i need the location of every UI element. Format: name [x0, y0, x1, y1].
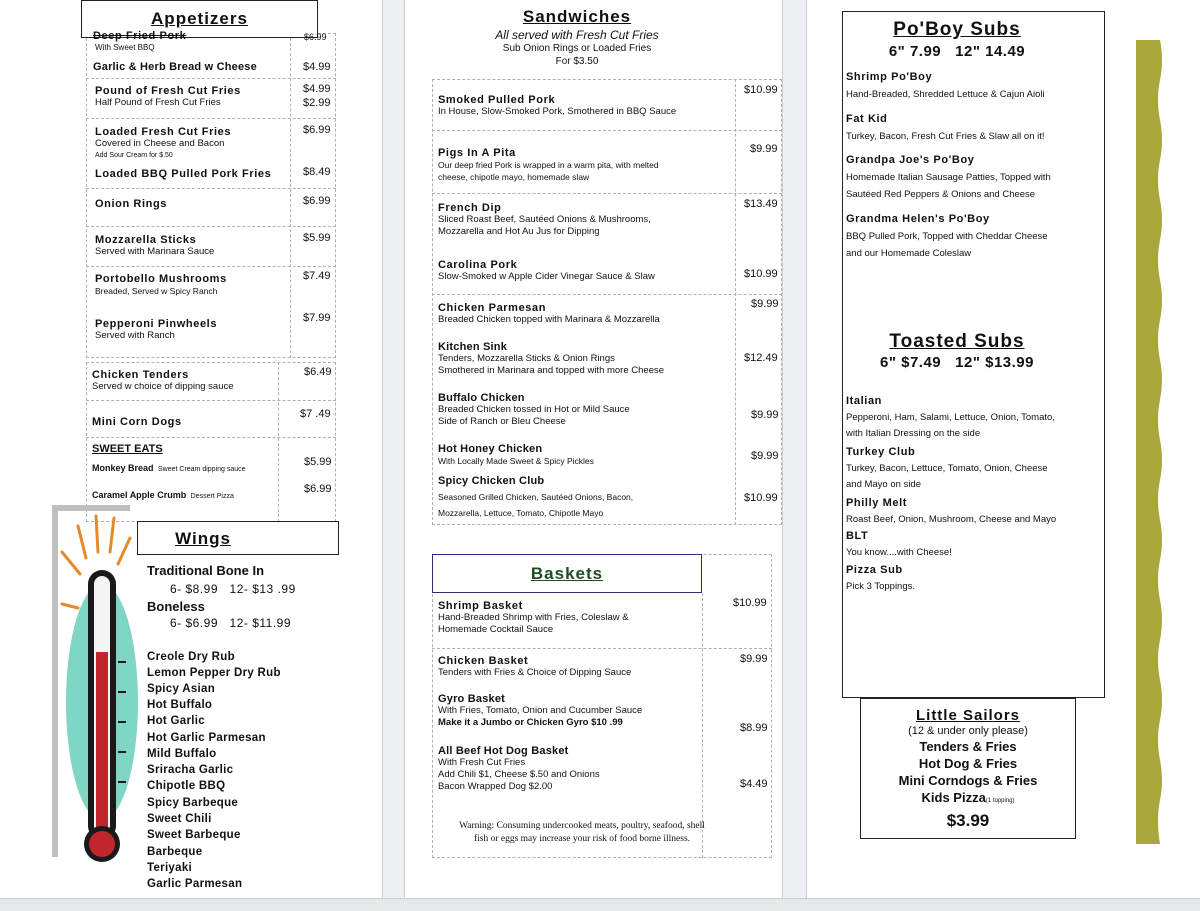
item-name: Loaded BBQ Pulled Pork Fries — [95, 168, 272, 180]
appetizers-grid — [86, 33, 336, 358]
menu-item — [438, 259, 655, 283]
item-desc: You know....with Cheese! — [846, 547, 952, 558]
item-desc: Homemade Cocktail Sauce — [438, 624, 554, 635]
item-name: Shrimp Basket — [438, 600, 523, 612]
item-desc: With Sweet BBQ — [95, 43, 155, 52]
item-price: $6.99 — [304, 32, 327, 42]
menu-item — [95, 85, 241, 109]
column-divider — [382, 0, 383, 898]
item-price: $7 .49 — [300, 408, 331, 420]
item-price: $10.99 — [733, 597, 767, 609]
item-desc: Turkey, Bacon, Fresh Cut Fries & Slaw all on it! — [846, 131, 1045, 142]
kids-item-name: Kids Pizza — [921, 790, 986, 805]
item-desc: Roast Beef, Onion, Mushroom, Cheese and Mayo — [846, 514, 1057, 525]
item-name: Grandpa Joe's Po'Boy — [846, 154, 975, 166]
item-desc: Mozzarella and Hot Au Jus for Dipping — [438, 226, 600, 237]
kids-item — [861, 789, 1075, 807]
wing-flavor: Lemon Pepper Dry Rub — [147, 667, 281, 679]
menu-item — [92, 485, 234, 503]
row-divider — [432, 130, 782, 131]
item-desc: Covered in Cheese and Bacon — [95, 138, 225, 149]
menu-item — [438, 392, 630, 428]
menu-item — [438, 655, 631, 679]
wing-flavor: Mild Buffalo — [147, 748, 217, 760]
menu-item — [438, 341, 664, 377]
menu-item — [438, 600, 629, 636]
column-divider — [782, 0, 783, 898]
menu-item — [93, 30, 186, 54]
menu-item — [846, 497, 1056, 526]
item-name: Mozzarella Sticks — [95, 234, 197, 246]
item-desc: Dessert Pizza — [190, 493, 234, 500]
item-name: Italian — [846, 395, 882, 407]
kids-price: $3.99 — [946, 811, 990, 830]
menu-item — [846, 530, 952, 559]
wing-flavor: Teriyaki — [147, 862, 193, 874]
toasted-title: Toasted Subs — [889, 331, 1025, 352]
item-price: $7.99 — [303, 312, 331, 324]
item-desc: Breaded Chicken tossed in Hot or Mild Sauce — [438, 404, 630, 415]
wing-flavor: Sriracha Garlic — [147, 764, 234, 776]
item-name: Philly Melt — [846, 497, 907, 509]
menu-item — [846, 71, 1045, 101]
menu-item — [95, 273, 227, 297]
kids-item: Mini Corndogs & Fries — [898, 773, 1038, 788]
item-price: $9.99 — [751, 450, 779, 462]
item-desc: Seasoned Grilled Chicken, Sautéed Onions, Bacon, — [438, 492, 634, 502]
menu-item — [95, 126, 231, 162]
item-price: $9.99 — [751, 409, 779, 421]
row-divider — [432, 648, 772, 649]
item-price: $2.99 — [303, 97, 331, 109]
menu-item — [846, 395, 1055, 440]
item-price: $9.99 — [751, 298, 779, 310]
menu-item — [438, 147, 659, 183]
wing-flavor: Chipotle BBQ — [147, 780, 226, 792]
wing-flavor: Hot Buffalo — [147, 699, 213, 711]
item-name: Buffalo Chicken — [438, 392, 525, 404]
item-desc: Half Pound of Fresh Cut Fries — [95, 97, 221, 108]
wing-flavor: Barbeque — [147, 846, 203, 858]
sandwiches-title: Sandwiches — [522, 7, 632, 26]
baskets-title: Baskets — [530, 564, 604, 583]
item-desc: With Locally Made Sweet & Spicy Pickles — [438, 456, 594, 466]
menu-item — [846, 564, 915, 593]
row-divider — [86, 188, 336, 189]
menu-item — [846, 154, 1051, 201]
item-price: $8.99 — [740, 722, 768, 734]
item-desc: Breaded, Served w Spicy Ranch — [95, 286, 218, 296]
row-divider — [86, 400, 336, 401]
decorative-frame — [52, 505, 130, 511]
item-desc: BBQ Pulled Pork, Topped with Cheddar Cheese — [846, 231, 1048, 242]
poboy-prices: 6" 7.99 12" 14.49 — [888, 43, 1026, 60]
menu-item — [438, 302, 660, 326]
item-name: Chicken Tenders — [92, 369, 189, 381]
item-name: Onion Rings — [95, 198, 167, 210]
price-divider — [278, 362, 279, 522]
menu-item — [438, 443, 594, 467]
row-divider — [86, 437, 336, 438]
item-price: $6.99 — [303, 195, 331, 207]
item-name: Grandma Helen's Po'Boy — [846, 213, 990, 225]
item-desc: Bacon Wrapped Dog $2.00 — [438, 781, 553, 792]
row-divider — [432, 294, 782, 295]
item-desc: Side of Ranch or Bleu Cheese — [438, 416, 566, 427]
item-name: Shrimp Po'Boy — [846, 71, 933, 83]
item-desc: Pepperoni, Ham, Salami, Lettuce, Onion, Tomato, — [846, 412, 1055, 423]
item-price: $10.99 — [744, 492, 778, 504]
item-price: $9.99 — [740, 653, 768, 665]
item-desc: Hand-Breaded, Shredded Lettuce & Cajun Aioli — [846, 89, 1045, 100]
item-desc: and our Homemade Coleslaw — [846, 248, 972, 259]
row-divider — [432, 193, 782, 194]
item-name: Pigs In A Pita — [438, 147, 516, 159]
menu-item — [95, 234, 214, 258]
decorative-wave-bar — [1134, 38, 1166, 848]
item-desc: Add Chili $1, Cheese $.50 and Onions — [438, 769, 600, 780]
little-sailors-box — [860, 698, 1076, 839]
item-price: $6.99 — [304, 483, 332, 495]
menu-item — [438, 94, 676, 118]
item-name: Loaded Fresh Cut Fries — [95, 126, 232, 138]
item-price: $4.49 — [740, 778, 768, 790]
item-price: $12.49 — [744, 352, 778, 364]
item-name: Fat Kid — [846, 113, 888, 125]
item-desc: Breaded Chicken topped with Marinara & Mozzarella — [438, 314, 660, 325]
item-price: $8.49 — [303, 166, 331, 178]
item-name: Chicken Parmesan — [438, 302, 547, 314]
item-desc: Homemade Italian Sausage Patties, Topped with — [846, 172, 1051, 183]
price-divider — [702, 593, 703, 858]
item-price: $6.99 — [303, 124, 331, 136]
item-price: $5.99 — [303, 232, 331, 244]
row-divider — [86, 118, 336, 119]
row-divider — [86, 226, 336, 227]
thermometer-icon — [58, 512, 150, 872]
item-name: Kitchen Sink — [438, 341, 508, 353]
item-desc: With Fresh Cut Fries — [438, 757, 526, 768]
item-price: $9.99 — [750, 143, 778, 155]
item-desc: Sliced Roast Beef, Sautéed Onions & Mushrooms, — [438, 214, 651, 225]
wings-header-box — [137, 521, 339, 555]
column-divider — [806, 0, 807, 898]
wing-flavor: Hot Garlic Parmesan — [147, 732, 266, 744]
menu-item — [438, 745, 600, 793]
menu-item — [846, 213, 1048, 260]
food-safety-warning: Warning: Consuming undercooked meats, poultry, seafood, shell fish or eggs may increase your risk of food borne illness. — [459, 821, 705, 844]
item-desc: Served with Ranch — [95, 330, 175, 341]
item-name: Hot Honey Chicken — [438, 443, 543, 455]
item-desc: Sautéed Red Peppers & Onions and Cheese — [846, 189, 1036, 200]
kids-item-note: (1 topping) — [985, 798, 1015, 804]
baskets-header-box — [432, 554, 702, 593]
item-name: Mini Corn Dogs — [92, 416, 182, 428]
price-divider — [290, 33, 291, 358]
item-name: Carolina Pork — [438, 259, 518, 271]
item-name: Spicy Chicken Club — [438, 475, 545, 487]
item-name: Turkey Club — [846, 446, 916, 458]
wing-flavor: Garlic Parmesan — [147, 878, 243, 890]
item-name: All Beef Hot Dog Basket — [438, 745, 569, 757]
row-divider — [86, 78, 336, 79]
item-name: Portobello Mushrooms — [95, 273, 227, 285]
menu-item — [92, 369, 234, 393]
column-divider — [404, 0, 405, 898]
item-desc: Tenders, Mozzarella Sticks & Onion Rings — [438, 353, 615, 364]
little-sailors-subtitle: (12 & under only please) — [908, 725, 1028, 737]
item-desc: and Mayo on side — [846, 479, 921, 490]
item-name: BLT — [846, 530, 869, 542]
wing-flavor: Hot Garlic — [147, 715, 205, 727]
item-price: $4.99 — [303, 83, 331, 95]
wings-title: Wings — [175, 529, 231, 548]
item-desc: Slow-Smoked w Apple Cider Vinegar Sauce & Slaw — [438, 271, 655, 282]
wing-flavor: Spicy Asian — [147, 683, 216, 695]
menu-item — [95, 318, 217, 342]
item-price: $4.99 — [303, 61, 331, 73]
item-desc: cheese, chipotle mayo, homemade slaw — [438, 172, 590, 182]
item-name: Deep Fried Pork — [93, 30, 187, 42]
item-desc: Our deep fried Pork is wrapped in a warm pita, with melted — [438, 160, 659, 170]
item-price: $10.99 — [744, 268, 778, 280]
little-sailors-title: Little Sailors — [915, 707, 1021, 724]
sandwiches-subtitle: All served with Fresh Cut Fries — [495, 28, 659, 42]
item-name: Pizza Sub — [846, 564, 903, 576]
price-divider — [735, 79, 736, 525]
item-price: $13.49 — [744, 198, 778, 210]
item-name: Pound of Fresh Cut Fries — [95, 85, 241, 97]
item-desc: Served with Marinara Sauce — [95, 246, 215, 257]
menu-item — [438, 475, 633, 519]
kids-item: Tenders & Fries — [919, 739, 1017, 754]
wings-traditional-prices: 6- $8.99 12- $13 .99 — [170, 582, 296, 596]
toasted-prices: 6" $7.49 12" $13.99 — [879, 354, 1034, 371]
item-desc: Smothered in Marinara and topped with more Cheese — [438, 365, 665, 376]
menu-item — [846, 446, 1048, 491]
menu-item — [846, 113, 1045, 143]
item-desc: With Fries, Tomato, Onion and Cucumber Sauce — [438, 705, 643, 716]
item-price: $5.99 — [304, 456, 332, 468]
kids-item: Hot Dog & Fries — [918, 756, 1018, 771]
item-name: Gyro Basket — [438, 693, 506, 705]
wings-boneless: Boneless — [147, 599, 205, 614]
menu-item — [92, 458, 246, 476]
sandwiches-sub-price: For $3.50 — [555, 56, 599, 67]
wing-flavor: Sweet Barbeque — [147, 829, 241, 841]
item-name: Smoked Pulled Pork — [438, 94, 556, 106]
menu-item — [438, 202, 651, 238]
item-name: Garlic & Herb Bread w Cheese — [93, 61, 257, 73]
item-desc: Sweet Cream dipping sauce — [157, 466, 246, 473]
item-name: Chicken Basket — [438, 655, 529, 667]
item-desc: with Italian Dressing on the side — [846, 428, 981, 439]
wing-flavor: Spicy Barbeque — [147, 797, 239, 809]
row-divider — [86, 266, 336, 267]
wing-flavor: Sweet Chili — [147, 813, 212, 825]
item-desc: Hand-Breaded Shrimp with Fries, Coleslaw & — [438, 612, 629, 623]
wings-traditional: Traditional Bone In — [147, 563, 265, 578]
wing-flavor: Creole Dry Rub — [147, 651, 235, 663]
item-desc: Add Sour Cream for $.50 — [95, 152, 173, 159]
item-name: Pepperoni Pinwheels — [95, 318, 218, 330]
item-desc: Pick 3 Toppings. — [846, 581, 916, 592]
menu-item — [438, 693, 642, 729]
item-name: Monkey Bread — [92, 463, 154, 473]
item-desc: Make it a Jumbo or Chicken Gyro $10 .99 — [438, 717, 623, 728]
sweet-eats-title: SWEET EATS — [92, 443, 163, 455]
item-desc: Served w choice of dipping sauce — [92, 381, 234, 392]
item-desc: Turkey, Bacon, Lettuce, Tomato, Onion, Cheese — [846, 463, 1048, 474]
item-price: $7.49 — [303, 270, 331, 282]
item-desc: Mozzarella, Lettuce, Tomato, Chipotle Mayo — [438, 508, 604, 518]
item-desc: In House, Slow-Smoked Pork, Smothered in BBQ Sauce — [438, 106, 677, 117]
appetizers-title: Appetizers — [151, 9, 248, 28]
item-desc: Tenders with Fries & Choice of Dipping Sauce — [438, 667, 632, 678]
page-bottom-edge — [0, 898, 1200, 911]
sandwiches-sub-note: Sub Onion Rings or Loaded Fries — [502, 43, 652, 54]
item-price: $6.49 — [304, 366, 332, 378]
poboy-title: Po'Boy Subs — [893, 19, 1021, 40]
item-name: French Dip — [438, 202, 502, 214]
item-price: $10.99 — [744, 84, 778, 96]
wings-boneless-prices: 6- $6.99 12- $11.99 — [170, 616, 292, 630]
item-name: Caramel Apple Crumb — [92, 490, 187, 500]
